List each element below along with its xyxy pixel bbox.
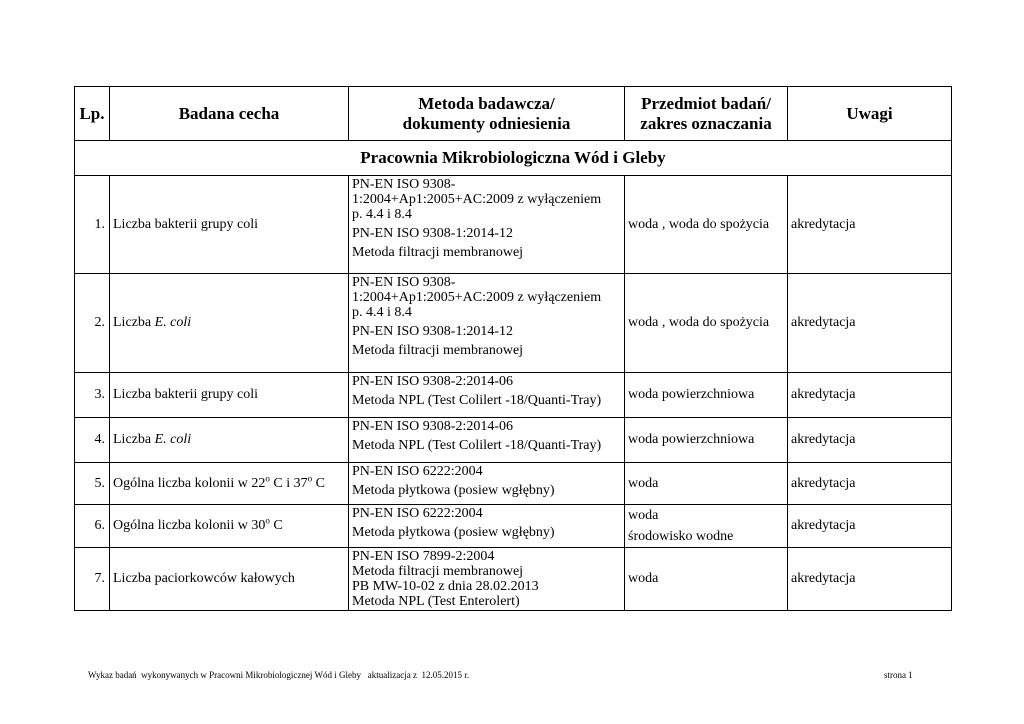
section-title: Pracownia Mikrobiologiczna Wód i Gleby	[75, 141, 952, 176]
cecha-italic-text: E. coli	[154, 315, 192, 330]
row-cecha	[110, 274, 349, 373]
row-przedmiot: woda powierzchniowa	[625, 418, 788, 463]
table-row	[75, 274, 952, 373]
header-row	[75, 87, 952, 141]
cecha-text: Liczba	[113, 432, 155, 447]
table-row	[75, 505, 952, 548]
przedmiot-line: środowisko wodne	[628, 528, 734, 544]
cecha-text: Ogólna liczba kolonii w 30	[113, 518, 266, 533]
row-metoda	[349, 274, 625, 373]
row-lp: 3.	[75, 373, 110, 418]
row-uwagi: akredytacja	[788, 373, 952, 418]
row-uwagi: akredytacja	[788, 505, 952, 548]
header-przedmiot-line1: Przedmiot badań/	[641, 93, 771, 113]
table-row	[75, 463, 952, 505]
row-lp: 5.	[75, 463, 110, 505]
row-uwagi: akredytacja	[788, 463, 952, 505]
degree-sup: o	[265, 472, 270, 483]
metoda-line: 1:2004+Ap1:2005+AC:2009 z wyłączeniem	[352, 192, 602, 207]
row-lp: 2.	[75, 274, 110, 373]
row-przedmiot: woda , woda do spożycia	[625, 176, 788, 274]
metoda-line: Metoda NPL (Test Colilert -18/Quanti-Tray)	[352, 393, 602, 408]
row-cecha	[110, 176, 349, 274]
cecha-text: C	[269, 518, 283, 533]
row-uwagi: akredytacja	[788, 418, 952, 463]
header-metoda	[349, 87, 625, 141]
metoda-line: PN-EN ISO 9308-1:2014-12	[352, 324, 513, 339]
row-przedmiot: woda	[625, 548, 788, 611]
metoda-line: p. 4.4 i 8.4	[352, 305, 412, 320]
metoda-line: Metoda płytkowa (posiew wgłębny)	[352, 525, 555, 540]
cecha-text: Liczba	[113, 315, 155, 330]
table-row	[75, 373, 952, 418]
cecha-text: C	[312, 475, 325, 491]
cecha-italic-text: E. coli	[154, 432, 192, 447]
header-metoda-line1: Metoda badawcza/	[418, 93, 555, 113]
row-cecha	[110, 418, 349, 463]
row-cecha	[110, 463, 349, 505]
row-cecha	[110, 505, 349, 548]
row-cecha	[110, 548, 349, 611]
metoda-line: PN-EN ISO 9308-2:2014-06	[352, 419, 513, 434]
row-lp: 1.	[75, 176, 110, 274]
cecha-text: Liczba bakterii grupy coli	[113, 387, 258, 402]
methods-table	[74, 86, 952, 611]
metoda-line: PN-EN ISO 9308-1:2014-12	[352, 226, 513, 241]
metoda-line: PB MW-10-02 z dnia 28.02.2013	[352, 579, 539, 594]
page-number: strona 1	[884, 670, 913, 680]
header-metoda-line2: dokumenty odniesienia	[402, 113, 571, 133]
header-cecha: Badana cecha	[110, 87, 349, 141]
section-row	[75, 141, 952, 176]
metoda-line: PN-EN ISO 9308-	[352, 177, 456, 192]
metoda-line: PN-EN ISO 9308-2:2014-06	[352, 374, 513, 389]
metoda-line: Metoda NPL (Test Enterolert)	[352, 594, 520, 609]
row-przedmiot: woda powierzchniowa	[625, 373, 788, 418]
metoda-line: PN-EN ISO 9308-	[352, 275, 456, 290]
metoda-line: PN-EN ISO 6222:2004	[352, 506, 483, 521]
row-cecha	[110, 373, 349, 418]
header-uwagi: Uwagi	[788, 87, 952, 141]
row-metoda	[349, 418, 625, 463]
header-lp: Lp.	[75, 87, 110, 141]
row-metoda	[349, 548, 625, 611]
row-lp: 7.	[75, 548, 110, 611]
metoda-line: PN-EN ISO 6222:2004	[352, 464, 483, 479]
cecha-text: Liczba paciorkowców kałowych	[113, 571, 295, 586]
degree-sup: o	[307, 472, 313, 483]
row-przedmiot	[625, 505, 788, 548]
row-metoda	[349, 463, 625, 505]
degree-sup: o	[265, 515, 270, 526]
row-przedmiot: woda , woda do spożycia	[625, 274, 788, 373]
metoda-line: 1:2004+Ap1:2005+AC:2009 z wyłączeniem	[352, 290, 602, 305]
row-lp: 6.	[75, 505, 110, 548]
metoda-line: Metoda filtracji membranowej	[352, 343, 524, 358]
header-przedmiot-line2: zakres oznaczania	[640, 113, 772, 133]
footer-note: Wykaz badań wykonywanych w Pracowni Mikrobiologicznej Wód i Gleby aktualizacja z 12.05.2015 r.	[88, 670, 469, 680]
cecha-text: Ogólna liczba kolonii w 22	[113, 475, 266, 491]
table-row	[75, 418, 952, 463]
metoda-line: Metoda filtracji membranowej	[352, 564, 524, 579]
row-metoda	[349, 373, 625, 418]
header-przedmiot	[625, 87, 788, 141]
row-uwagi: akredytacja	[788, 176, 952, 274]
table-row	[75, 548, 952, 611]
row-przedmiot: woda	[625, 463, 788, 505]
row-lp: 4.	[75, 418, 110, 463]
row-uwagi: akredytacja	[788, 274, 952, 373]
row-metoda	[349, 176, 625, 274]
row-uwagi: akredytacja	[788, 548, 952, 611]
cecha-text: Liczba bakterii grupy coli	[113, 216, 258, 232]
przedmiot-line: woda	[628, 507, 659, 523]
metoda-line: p. 4.4 i 8.4	[352, 207, 412, 222]
metoda-line: Metoda filtracji membranowej	[352, 245, 524, 260]
table-row	[75, 176, 952, 274]
metoda-line: Metoda płytkowa (posiew wgłębny)	[352, 483, 555, 498]
row-metoda	[349, 505, 625, 548]
metoda-line: PN-EN ISO 7899-2:2004	[352, 549, 495, 564]
metoda-line: Metoda NPL (Test Colilert -18/Quanti-Tray)	[352, 438, 602, 453]
cecha-text: C i 37	[269, 475, 308, 491]
